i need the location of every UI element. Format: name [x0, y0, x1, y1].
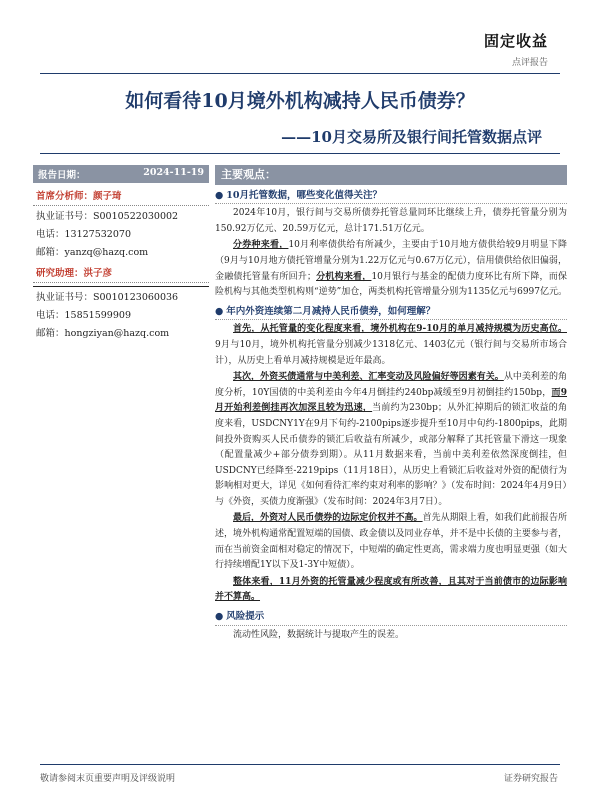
- q2-p2-bold: 其次，外资买债通常与中美利差、汇率变动及风险偏好等因素有关。: [233, 372, 504, 383]
- q2-p4-bold: 整体来看，11月外资的托管量减少程度或有所改善，且其对于当前债市的边际影响并不算高。: [215, 576, 567, 603]
- q2-p1-bold: 首先，从托管量的变化程度来看，境外机构在9-10月的单月减持规模为历史高位。: [233, 324, 567, 335]
- footer-disclaimer: 敬请参阅末页重要声明及评级说明: [40, 774, 176, 784]
- q2-p1-text: 9月与10月，境外机构托管量分别减少1318亿元、1403亿元（银行间与交易所市场合计），从历史上看单月减持规模是近年最高。: [215, 339, 567, 366]
- q1-p2-text: 10月利率债供给有所减少，主要由于10月地方债供给较9月明显下降（9月与10月地方债托管增量分别为1.22万亿元与0.67万亿元），信用债供给依旧偏弱，金融债托管量有所回升；: [215, 240, 567, 282]
- question-1-text: 10月托管数据，哪些变化值得关注？: [226, 189, 383, 201]
- question-2-text: 年内外资连续第二月减持人民币债券，如何理解？: [226, 305, 436, 317]
- q2-paragraph-1: [215, 322, 567, 369]
- q2-paragraph-2: [215, 370, 567, 510]
- risk-heading: [215, 609, 567, 626]
- analyst-email[interactable]: 邮箱：yanzq@hazq.com: [36, 247, 149, 258]
- assistant-cert: 执业证书号：S0010123060036: [36, 292, 179, 303]
- title-divider: [40, 153, 560, 154]
- q2-paragraph-3: [215, 511, 567, 573]
- report-type-label: 点评报告: [511, 58, 548, 68]
- bullet-icon: ●: [215, 611, 224, 623]
- main-content: [215, 165, 567, 643]
- assistant-phone: 电话：15851599909: [36, 310, 131, 321]
- page-subtitle: ——10月交易所及银行间托管数据点评: [281, 128, 542, 146]
- page-title: 如何看待10月境外机构减持人民币债券？: [125, 90, 475, 112]
- q1-paragraph-1: 2024年10月，银行间与交易所债券托管总量同环比继续上升，债券托管量分别为150.92万亿元、20.59万亿元，总计171.51万亿元。: [215, 208, 567, 234]
- section-title: 主要观点：: [215, 165, 567, 185]
- q2-p2-bold-2: 而9月开始利差倒挂再次加深且较为迅速，: [215, 387, 568, 414]
- q1-p2-text-2: 10月银行与基金的配债力度环比有所下降，而保险机构与其他类型机构则“逆势”加仓，两类机构托管增量分别为1135亿元与6997亿元。: [215, 271, 568, 298]
- analyst-role: 首席分析师：颜子琦: [33, 188, 209, 206]
- assistant-role: 研究助理：洪子彦: [33, 265, 209, 283]
- risk-heading-text: 风险提示: [226, 611, 265, 623]
- assistant-email[interactable]: 邮箱：hongziyan@hazq.com: [36, 328, 170, 339]
- q2-paragraph-4: [215, 575, 567, 606]
- footer-divider: [40, 764, 560, 765]
- category-label: 固定收益: [483, 32, 548, 50]
- bullet-icon: ●: [215, 189, 224, 201]
- q1-p2-bold: 分券种来看，: [233, 240, 289, 251]
- q2-p3-bold: 最后，外资对人民币债券的边际定价权并不高。: [233, 513, 423, 524]
- q2-p3-text: 首先从期限上看，如我们此前报告所述，境外机构通常配置短端的国债、政金债以及同业存单，并不是中长债的主要参与者，而在当前资金面相对稳定的情况下，中短端的确定性更高，需求端力度也明显更强（如大行持续增配1Y以下及1-3Y中短债）。: [215, 513, 567, 571]
- question-1: [215, 188, 567, 205]
- q1-p2-bold-2: 分机构来看，: [316, 271, 372, 282]
- sidebar: [33, 165, 209, 341]
- risk-text: 流动性风险，数据统计与提取产生的误差。: [233, 629, 405, 640]
- footer-label: 证券研究报告: [503, 774, 558, 784]
- question-2: [215, 304, 567, 321]
- date-label: 报告日期：: [38, 170, 86, 181]
- report-date-bar: [33, 165, 209, 183]
- report-header: [484, 30, 548, 68]
- analyst-cert: 执业证书号：S0010522030002: [36, 211, 179, 222]
- q2-p2-text-2: 当前约为230bp；从外汇掉期后的锁汇收益的角度来看，USDCNY1Y在9月下旬约-2100pips逐步提升至10月中旬约-1800pips，此期间投外资购买人民币债券的锁汇后收益有所减少，或部分解释了其托管量下滑这一现象（配置量减少+部分债券到期）。从11月数据来看，当前中美利差依然深度倒挂，但USDCNY已经降至-2219pips（11月18日），从历史上看锁汇后收益对外资的配债行为影响相对更大，详见《如何看待汇率约束对利率的影响？》（发布时间：2024年4月9日）与《外资，买债力度渐强》（发布时间：2024年3月7日）。: [215, 403, 567, 507]
- header-divider: [40, 73, 560, 74]
- q2-p2-text: 从中美利差的角度分析，10Y国债的中美利差由今年4月倒挂约240bp减缓至9月初倒挂约150bp，: [215, 372, 567, 398]
- analyst-phone: 电话：13127532070: [36, 229, 131, 240]
- report-date: 2024-11-19: [143, 167, 204, 178]
- q1-paragraph-2: [215, 238, 567, 300]
- bullet-icon: ●: [215, 305, 224, 317]
